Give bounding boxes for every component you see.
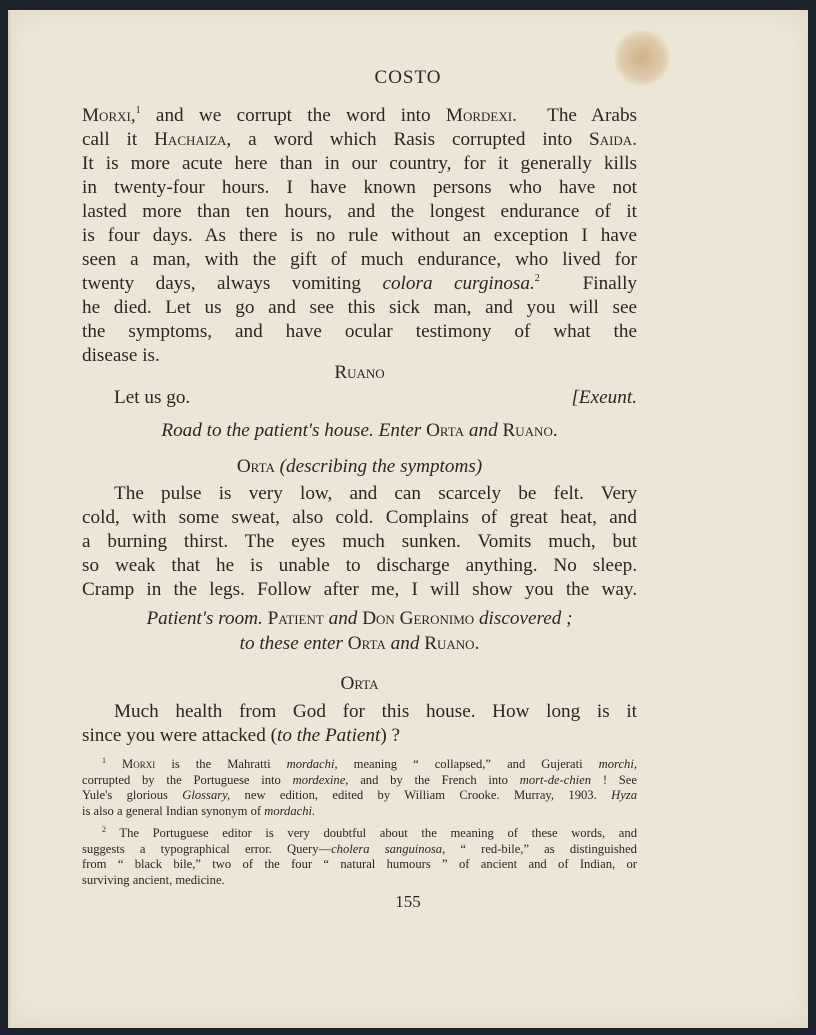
- footnote-marker: 2: [534, 273, 540, 284]
- footnote-line: suggests a typographical error. Query—cholera sanguinosa, “ red-bile,” as distinguished: [82, 841, 637, 856]
- paragraph-3: [82, 700, 637, 748]
- page-number: 155: [395, 892, 421, 911]
- text-line: a burning thirst. The eyes much sunken. Vomits much, but: [82, 531, 637, 552]
- footnote-line: $^2$ The Portuguese editor is very doubtful about the meaning of these words, and: [102, 825, 637, 840]
- footnote-line: surviving ancient, medicine.: [82, 872, 225, 887]
- text-line: Let us go. [Exeunt.: [114, 387, 637, 408]
- text-line: call it Hachaiza, a word which Rasis corrupted into Saida.: [82, 129, 637, 150]
- ruano-speech: [82, 386, 637, 410]
- speaker-ruano: Ruano: [334, 362, 385, 383]
- footnote-line: corrupted by the Portuguese into mordexine, and by the French into mort-de-chien ! See: [82, 772, 637, 787]
- footnote-1: [82, 757, 637, 819]
- footnote-line: Yule's glorious Glossary, new edition, edited by William Crooke. Murray, 1903. Hyza: [82, 788, 637, 802]
- paragraph-2: [82, 482, 637, 602]
- text-line: is four days. As there is no rule without an exception I have: [82, 225, 637, 246]
- text-line: the symptoms, and have ocular testimony of what the: [82, 321, 637, 342]
- text-line: since you were attacked (to the Patient) ?: [82, 725, 401, 746]
- running-head: COSTO: [374, 67, 442, 88]
- text-line: cold, with some sweat, also cold. Complains of great heat, and: [82, 507, 637, 528]
- text-line: in twenty-four hours. I have known persons who have not: [82, 177, 637, 198]
- stage-direction-exeunt: [Exeunt.: [571, 387, 637, 408]
- footnote-line: from “ black bile,” two of the four “ natural humours ” of ancient and of Indian, or: [82, 857, 637, 871]
- stage-direction: Road to the patient's house. Enter Orta and Ruano.: [161, 420, 558, 441]
- footnote-line: $^1$ Morxi is the Mahratti mordachi, meaning “ collapsed,” and Gujerati morchi,: [102, 756, 637, 771]
- stage-direction: to these enter Orta and Ruano.: [239, 633, 480, 654]
- text-line: It is more acute here than in our country, for it generally kills: [82, 153, 637, 174]
- text-line: seen a man, with the gift of much endurance, who lived for: [82, 249, 637, 270]
- text-line: Morxi,$^1$ and we corrupt the word into Mordexi. The Arabs: [82, 105, 637, 126]
- speaker-orta: Orta: [340, 673, 379, 694]
- text-line: lasted more than ten hours, and the longest endurance of it: [82, 201, 637, 222]
- text-line: disease is.: [82, 345, 160, 366]
- footnote-marker: 1: [135, 105, 141, 116]
- footnote-2: [82, 826, 637, 888]
- text-line: Cramp in the legs. Follow after me, I will show you the way.: [82, 579, 637, 600]
- page-gutter-edge: [8, 10, 14, 1028]
- footnote-line: is also a general Indian synonym of mordachi.: [82, 803, 316, 818]
- speaker-orta-describing: Orta (describing the symptoms): [236, 456, 483, 477]
- stage-direction: Patient's room. Patient and Don Geronimo discovered ;: [146, 608, 573, 629]
- text-line: so weak that he is unable to discharge anything. No sleep.: [82, 555, 637, 576]
- paragraph-1: [82, 104, 637, 368]
- text-line: twenty days, always vomiting colora curginosa.$^2$ Finally: [82, 273, 637, 294]
- text-line: Much health from God for this house. How long is it: [114, 701, 637, 722]
- text-line: he died. Let us go and see this sick man, and you will see: [82, 297, 637, 318]
- text-line: The pulse is very low, and can scarcely be felt. Very: [114, 483, 637, 504]
